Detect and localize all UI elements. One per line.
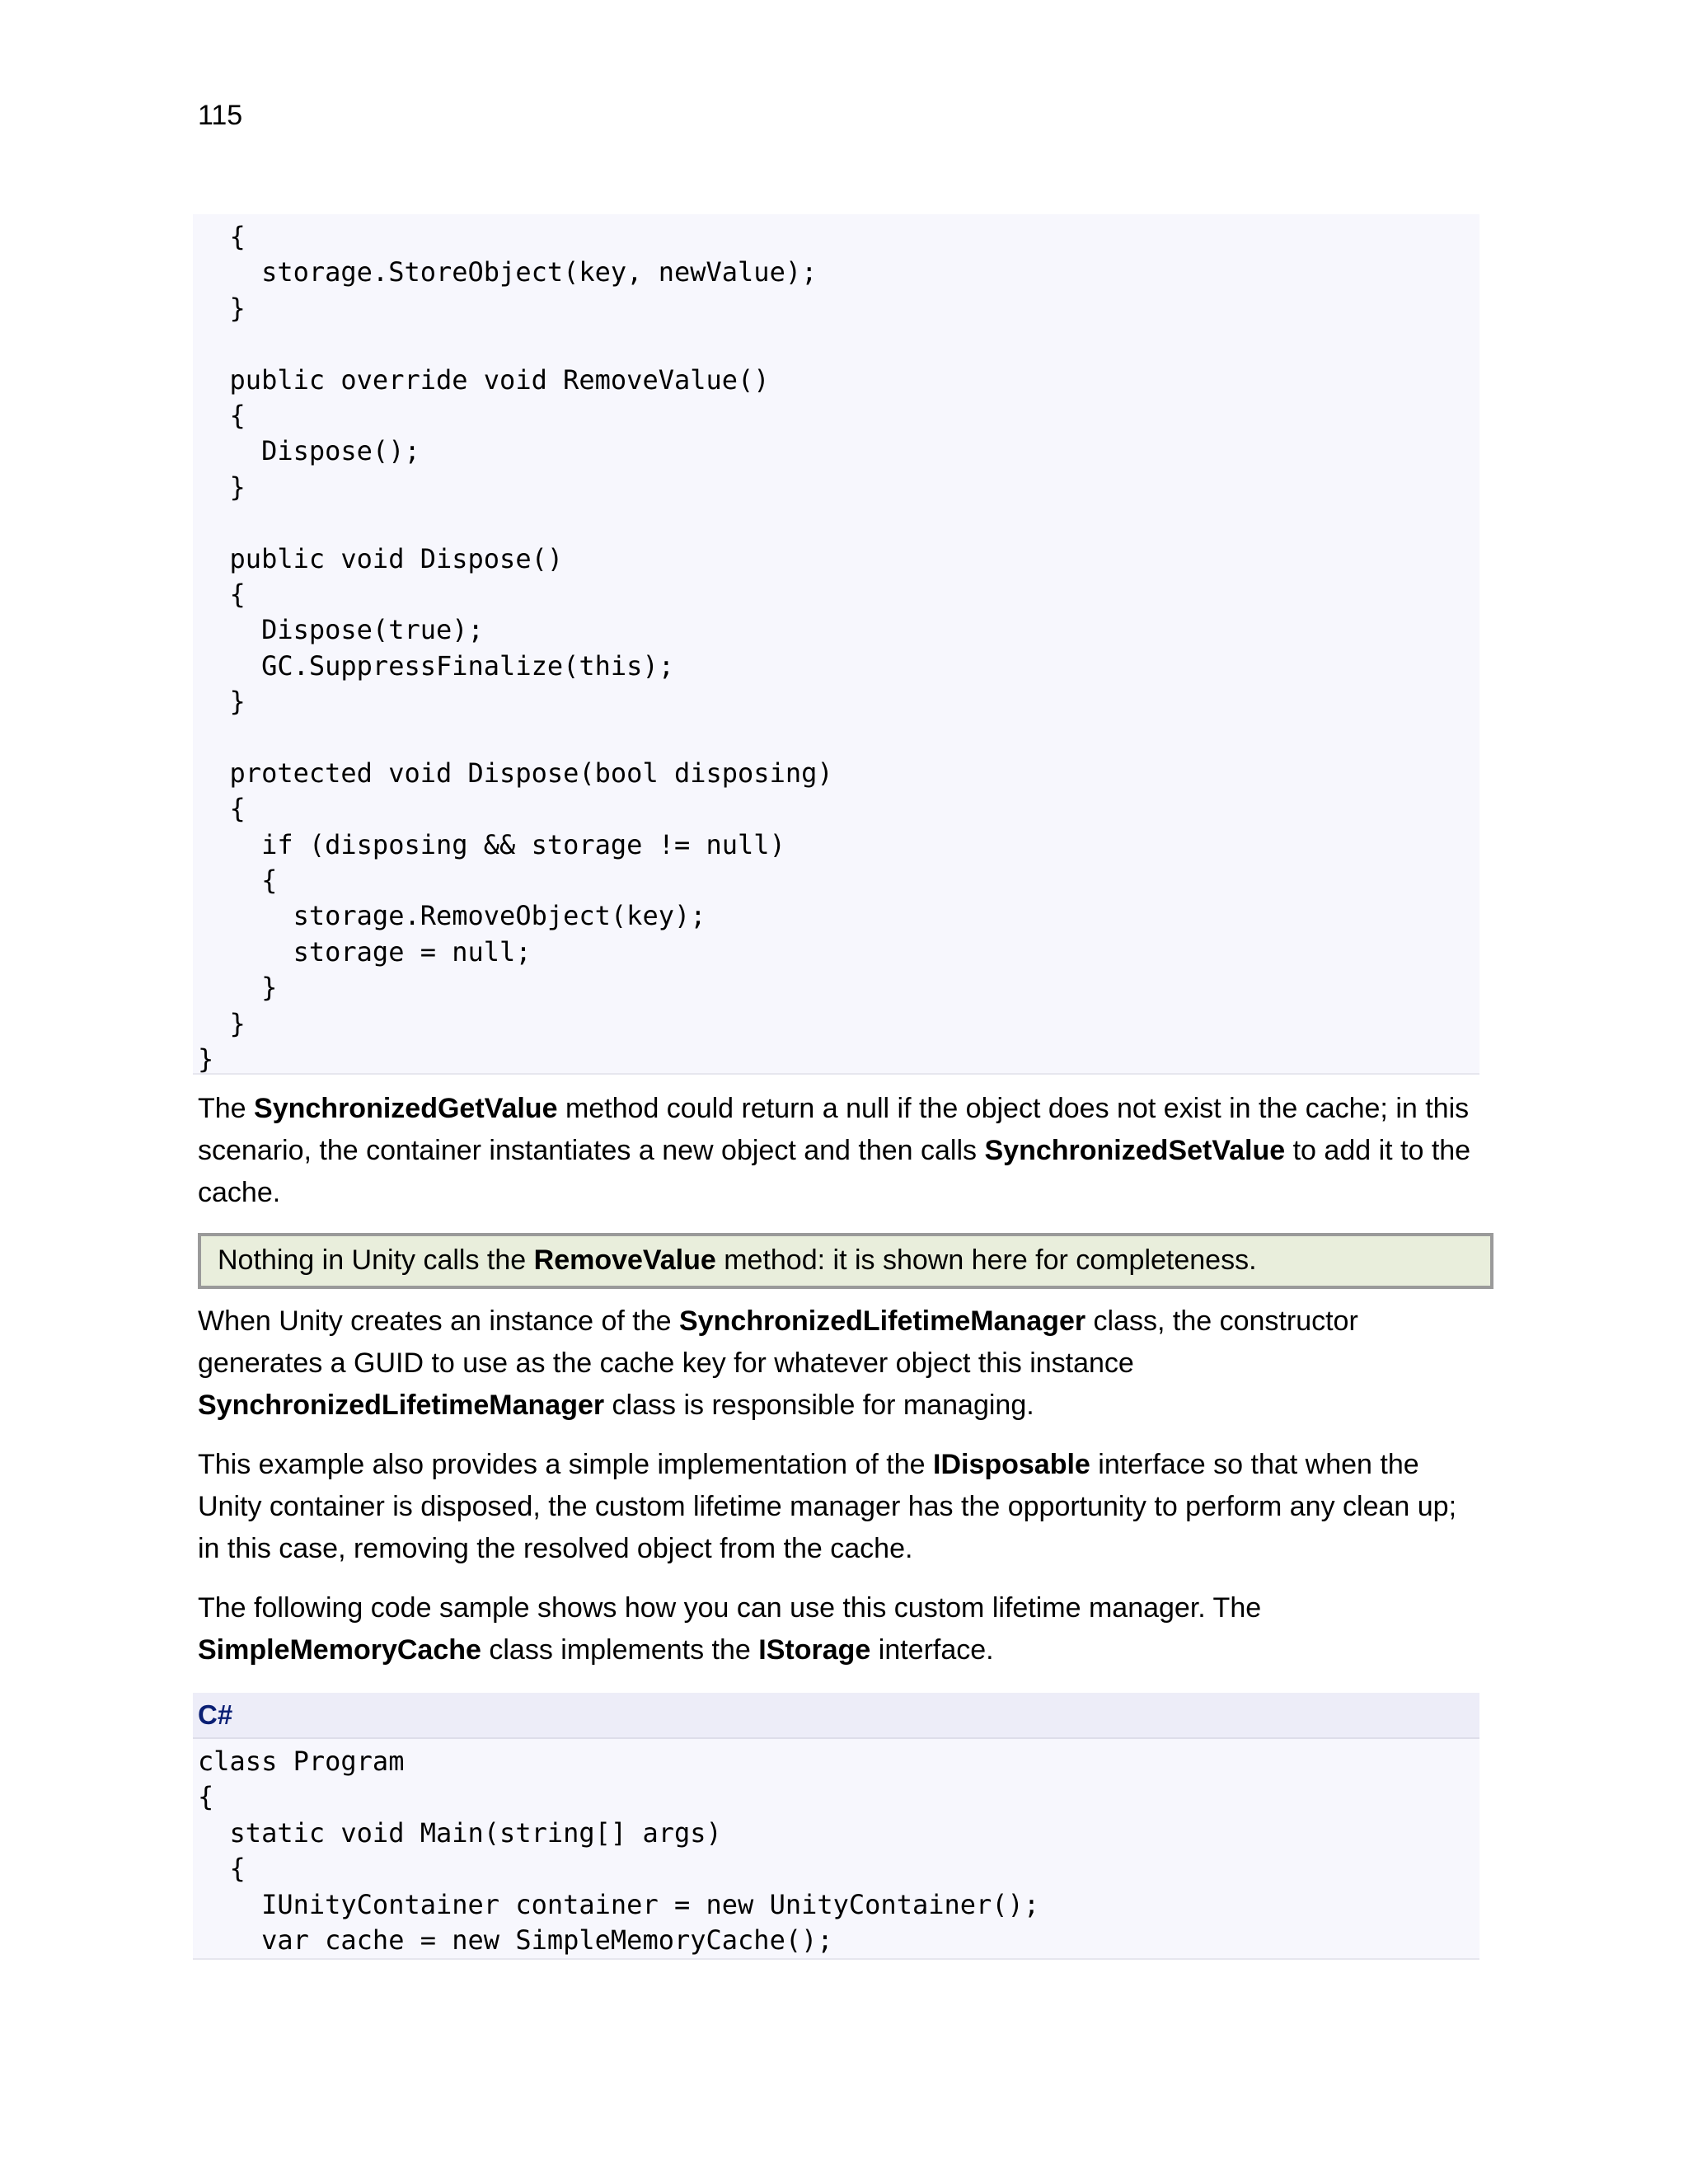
- bold-term: IStorage: [758, 1634, 871, 1666]
- code-line: }: [198, 1007, 246, 1039]
- code-line: protected void Dispose(bool disposing): [198, 757, 833, 789]
- code-line: [198, 719, 1479, 755]
- text-run: method: it is shown here for completeness.: [715, 1244, 1257, 1276]
- code-language-header: [193, 1693, 1479, 1739]
- code-line: {: [198, 1853, 246, 1885]
- bold-term: IDisposable: [933, 1449, 1090, 1480]
- code-line: {: [198, 221, 246, 252]
- code-line: GC.SuppressFinalize(this);: [198, 649, 674, 682]
- code-line: storage.RemoveObject(key);: [198, 900, 706, 932]
- paragraph-idisposable: [198, 1444, 1484, 1570]
- code-language-label: C#: [198, 1699, 233, 1730]
- code-line: Dispose(true);: [198, 614, 484, 646]
- text-run: interface so that when the Unity container is disposed, the custom lifetime manager has the opportunity to perform any clean up; in this case, removing the resolved object from the cache.: [198, 1449, 1457, 1564]
- code-line: storage = null;: [198, 935, 532, 968]
- code-line: }: [198, 686, 246, 718]
- text-run: interface.: [870, 1634, 994, 1666]
- code-line: static void Main(string[] args): [198, 1816, 722, 1849]
- code-lines: [198, 1744, 1479, 1958]
- code-block-program: [193, 1739, 1479, 1960]
- text-run: This example also provides a simple implementation of the: [198, 1449, 933, 1480]
- code-lines: [198, 219, 1479, 1077]
- code-line: {: [198, 578, 246, 610]
- code-line: [198, 326, 1479, 362]
- code-line: [198, 505, 1479, 541]
- code-line: IUnityContainer container = new UnityContainer();: [198, 1888, 1040, 1920]
- bold-term: RemoveValue: [533, 1244, 716, 1276]
- code-line: }: [198, 1043, 214, 1075]
- paragraph-code-sample-intro: [198, 1587, 1484, 1671]
- code-line: if (disposing && storage != null): [198, 828, 785, 860]
- bold-term: SynchronizedSetValue: [984, 1135, 1286, 1166]
- code-line: public override void RemoveValue(): [198, 363, 770, 396]
- code-block-lifetime-manager: [193, 214, 1479, 1075]
- code-line: }: [198, 292, 246, 324]
- text-run: Nothing in Unity calls the: [218, 1244, 534, 1276]
- code-line: Dispose();: [198, 435, 420, 467]
- page-number: 115: [198, 100, 243, 131]
- text-run: When Unity creates an instance of the: [198, 1305, 679, 1337]
- text-run: class is responsible for managing.: [604, 1390, 1034, 1421]
- text-run: method could return a null if the object does not exist in the cache; in this scenario, the container instantiates a new object and then calls: [198, 1093, 1470, 1166]
- code-line: {: [198, 793, 246, 825]
- text-run: class implements the: [481, 1634, 759, 1666]
- paragraph-constructor-guid: [198, 1301, 1484, 1427]
- code-line: var cache = new SimpleMemoryCache();: [198, 1924, 833, 1956]
- code-line: {: [198, 865, 278, 897]
- code-line: {: [198, 399, 246, 431]
- text-run: to add it to the cache.: [198, 1135, 1471, 1208]
- paragraph-synchronized-get-value: [198, 1088, 1484, 1214]
- code-line: {: [198, 1781, 214, 1813]
- bold-term: SynchronizedLifetimeManager: [198, 1390, 605, 1421]
- code-line: }: [198, 972, 278, 1004]
- text-run: The following code sample shows how you can use this custom lifetime manager. The: [198, 1592, 1262, 1624]
- text-run: The: [198, 1093, 255, 1124]
- bold-term: SynchronizedGetValue: [254, 1093, 558, 1124]
- code-line: storage.StoreObject(key, newValue);: [198, 256, 818, 288]
- bold-term: SimpleMemoryCache: [198, 1634, 481, 1666]
- text-run: class, the constructor generates a GUID to use as the cache key for whatever object this instance: [198, 1305, 1358, 1379]
- note-box: [198, 1233, 1493, 1289]
- code-line: }: [198, 471, 246, 503]
- code-line: public void Dispose(): [198, 542, 564, 574]
- bold-term: SynchronizedLifetimeManager: [678, 1305, 1086, 1337]
- code-line: class Program: [198, 1746, 405, 1777]
